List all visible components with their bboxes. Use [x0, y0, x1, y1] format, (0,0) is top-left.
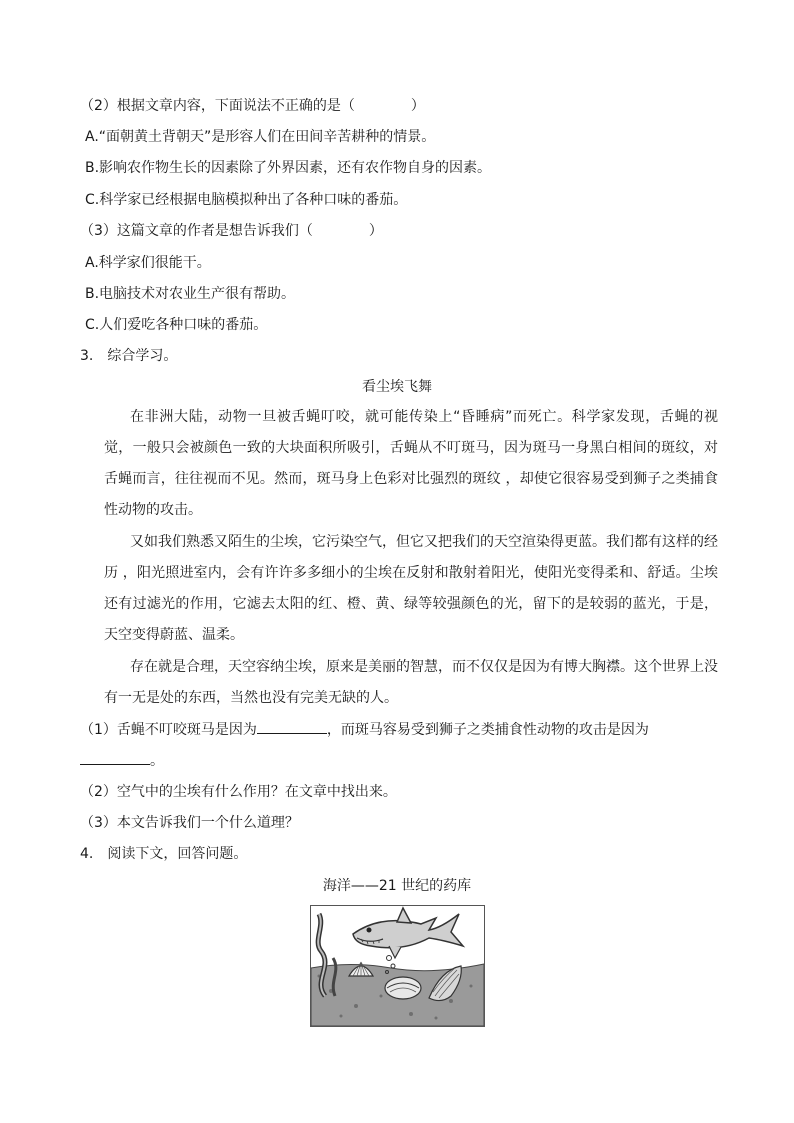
article-title-dust: 看尘埃飞舞	[362, 379, 432, 395]
article-paragraph-3: 存在就是合理，天空容纳尘埃，原来是美丽的智慧，而不仅仅是因为有博大胸襟。这个世界上没有一无是处的东西，当然也没有完美无缺的人。	[104, 659, 718, 706]
sub-question-3: （3）本文告诉我们一个什么道理？	[80, 815, 299, 831]
question-2-stem: （2）根据文章内容，下面说法不正确的是（ ）	[80, 98, 425, 114]
question-2-option-c: C.科学家已经根据电脑模拟种出了各种口味的番茄。	[85, 192, 408, 208]
sub-question-2: （2）空气中的尘埃有什么作用？在文章中找出来。	[80, 784, 397, 800]
sub-question-1-end: 。	[150, 753, 164, 769]
question-3-option-b: B.电脑技术对农业生产很有帮助。	[85, 286, 296, 302]
sub-question-1-part1: （1）舌蝇不叮咬斑马是因为	[80, 722, 257, 738]
article-title-ocean: 海洋——21 世纪的药库	[322, 878, 472, 894]
ocean-illustration-svg	[311, 906, 484, 1026]
question-3-option-c: C.人们爱吃各种口味的番茄。	[85, 317, 268, 333]
ocean-illustration	[310, 905, 485, 1027]
section-3-heading: 3. 综合学习。	[80, 348, 178, 364]
sub-question-1-part2: ，而斑马容易受到狮子之类捕食性动物的攻击是因为	[326, 722, 649, 738]
question-2-option-b: B.影响农作物生长的因素除了外界因素，还有农作物自身的因素。	[85, 160, 492, 176]
article-paragraph-1: 在非洲大陆，动物一旦被舌蝇叮咬，就可能传染上“昏睡病”而死亡。科学家发现，舌蝇的视觉，一般只会被颜色一致的大块面积所吸引，舌蝇从不叮斑马，因为斑马一身黑白相间的斑纹，对舌蝇而言，往往视而不见。然而，斑马身上色彩对比强烈的斑纹 ，却使它很容易受到狮子之类捕食性动物的攻击。	[104, 409, 718, 518]
sub-question-1	[80, 719, 649, 740]
sub-question-1-continuation	[80, 750, 164, 771]
answer-blank-2[interactable]	[80, 750, 150, 765]
question-3-option-a: A.科学家们很能干。	[85, 255, 211, 271]
question-3-stem: （3）这篇文章的作者是想告诉我们（ ）	[80, 223, 383, 239]
section-4-heading: 4. 阅读下文，回答问题。	[80, 846, 248, 862]
article-paragraph-2: 又如我们熟悉又陌生的尘埃，它污染空气，但它又把我们的天空渲染得更蓝。我们都有这样的经历 ，阳光照进室内，会有许许多多细小的尘埃在反射和散射着阳光，使阳光变得柔和、舒适。尘埃还有过滤光的作用，它滤去太阳的红、橙、黄、绿等较强颜色的光，留下的是较弱的蓝光，于是，天空变得蔚蓝、温柔。	[104, 534, 718, 643]
answer-blank-1[interactable]	[257, 719, 327, 734]
question-2-option-a: A.“面朝黄土背朝天”是形容人们在田间辛苦耕种的情景。	[85, 129, 436, 145]
